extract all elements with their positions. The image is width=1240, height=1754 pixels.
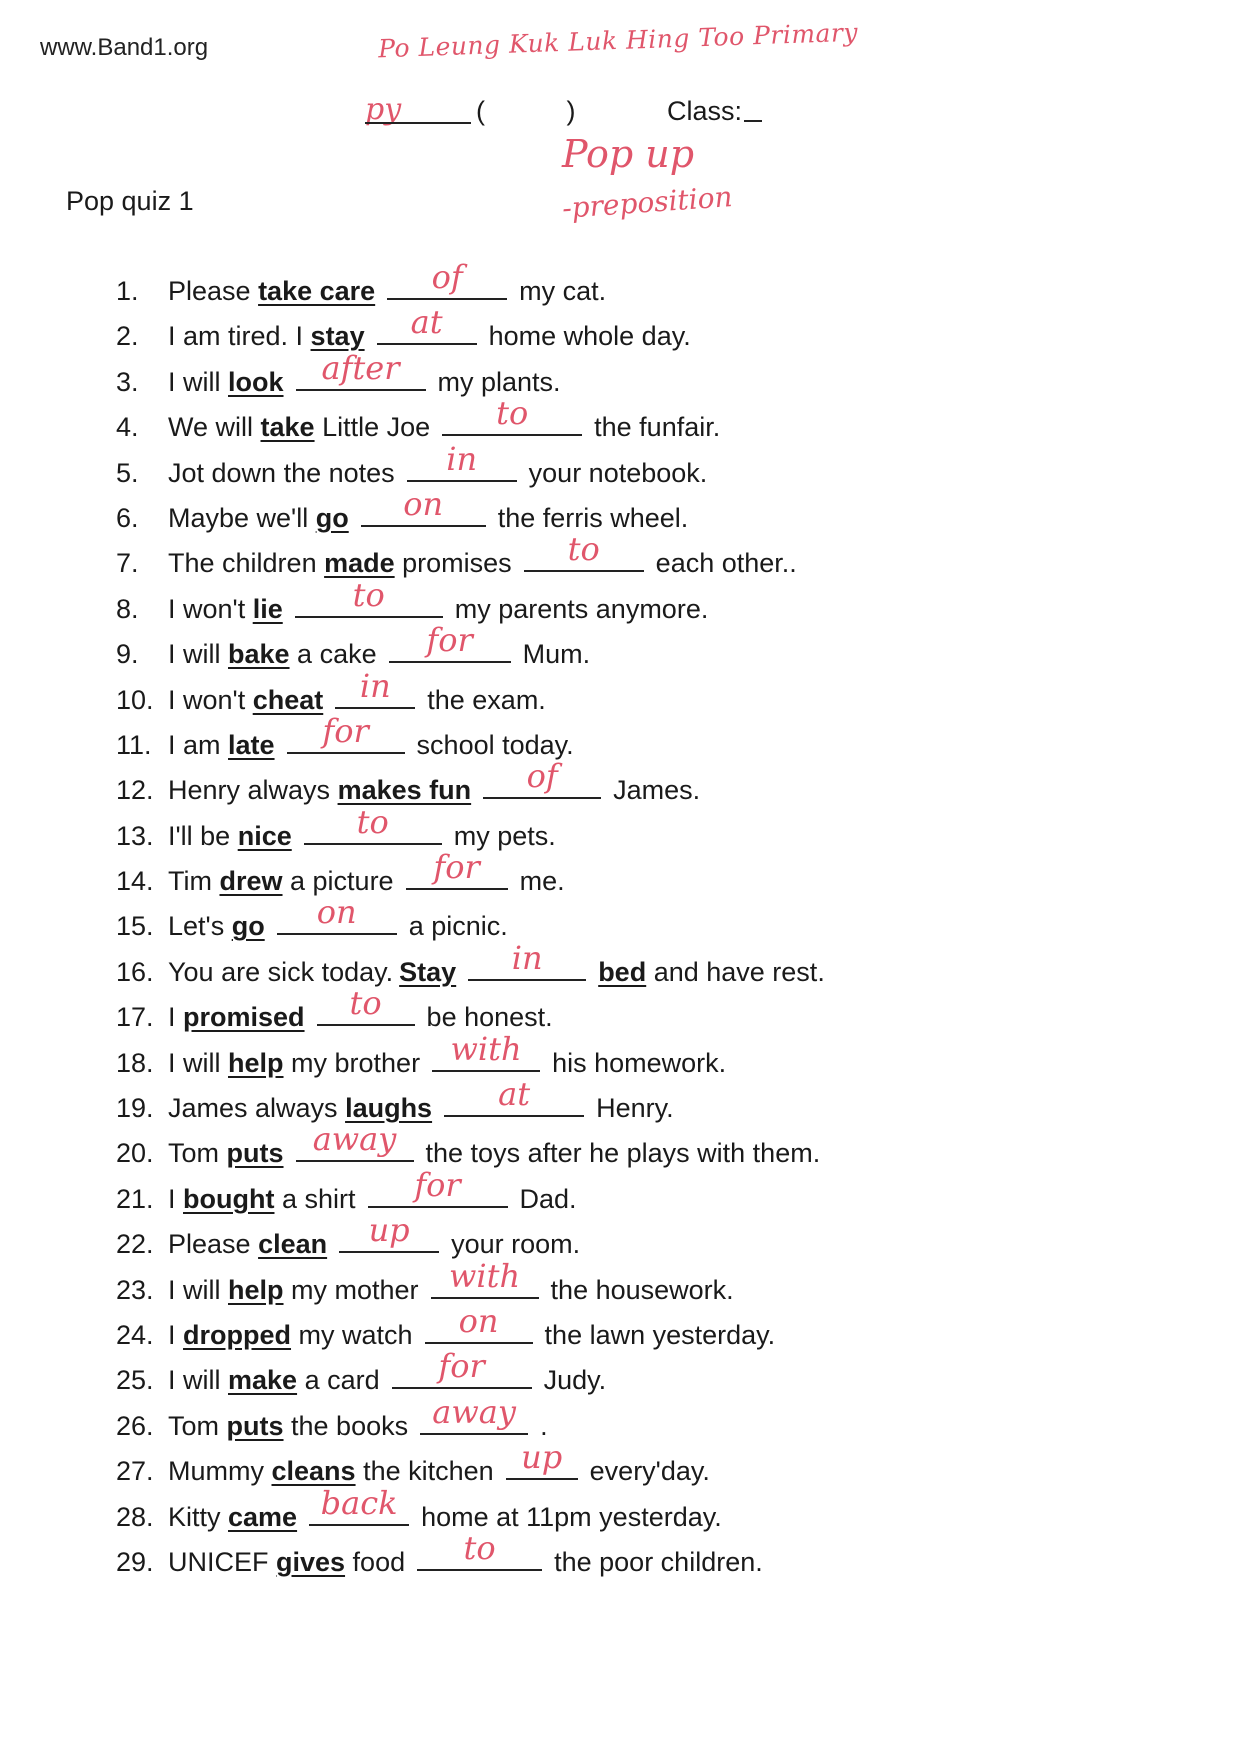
question-sentence bbox=[168, 666, 546, 716]
handwritten-answer: to bbox=[496, 394, 529, 433]
sentence-text: Mummy bbox=[168, 1456, 272, 1487]
sentence-text: Mum. bbox=[522, 639, 591, 670]
question-sentence bbox=[168, 711, 574, 761]
handwritten-answer: of bbox=[526, 757, 558, 796]
question-item bbox=[116, 848, 1116, 903]
handwritten-answer: for bbox=[414, 1165, 461, 1204]
question-sentence bbox=[168, 303, 691, 352]
answer-blank bbox=[304, 802, 442, 845]
quiz-title: Pop quiz 1 bbox=[66, 186, 194, 216]
sentence-text: Tim bbox=[168, 866, 220, 897]
sentence-text: a shirt bbox=[274, 1183, 356, 1214]
question-sentence bbox=[168, 575, 709, 625]
handwritten-answer: away bbox=[312, 1120, 397, 1159]
question-item bbox=[116, 348, 1116, 404]
handwritten-answer: with bbox=[449, 1256, 521, 1295]
sentence-text: I will bbox=[168, 366, 228, 397]
verb-phrase: gives bbox=[276, 1546, 346, 1577]
question-sentence bbox=[168, 984, 553, 1033]
sentence-text: I will bbox=[168, 639, 228, 670]
sentence-text: your room. bbox=[451, 1229, 581, 1260]
answer-blank bbox=[407, 439, 517, 482]
question-sentence bbox=[168, 1256, 734, 1306]
answer-blank bbox=[406, 848, 508, 890]
sentence-text: every'day. bbox=[589, 1456, 710, 1487]
sentence-text: You are sick today. bbox=[168, 956, 394, 987]
handwritten-answer: in bbox=[359, 666, 391, 705]
verb-phrase: look bbox=[228, 366, 284, 397]
question-item bbox=[116, 1211, 1116, 1266]
answer-blank bbox=[387, 258, 507, 300]
handwritten-answer: up bbox=[368, 1211, 410, 1250]
handwritten-answer: at bbox=[410, 303, 443, 342]
verb-phrase: lie bbox=[252, 593, 283, 624]
sentence-text: a picture bbox=[282, 866, 394, 897]
question-sentence bbox=[168, 1120, 821, 1169]
sentence-text: his homework. bbox=[552, 1047, 727, 1078]
handwritten-answer: for bbox=[438, 1347, 485, 1386]
sentence-text: Dad. bbox=[519, 1183, 577, 1214]
sentence-text: the ferris wheel. bbox=[497, 502, 689, 533]
verb-phrase: puts bbox=[226, 1410, 284, 1441]
verb-phrase: dropped bbox=[183, 1319, 292, 1350]
sentence-text: the exam. bbox=[427, 684, 546, 715]
verb-phrase: bought bbox=[183, 1183, 275, 1214]
sentence-text: food bbox=[345, 1546, 406, 1577]
sentence-text: Please bbox=[168, 276, 259, 306]
question-item bbox=[116, 938, 1116, 994]
question-number: 2. bbox=[116, 321, 139, 352]
sentence-text: Judy. bbox=[543, 1365, 607, 1396]
question-sentence bbox=[168, 258, 607, 307]
sentence-text: I bbox=[168, 1002, 184, 1033]
sentence-text: I will bbox=[168, 1274, 228, 1305]
sentence-text: Henry always bbox=[168, 775, 338, 806]
sentence-text: the kitchen bbox=[355, 1456, 494, 1487]
question-number: 18. bbox=[116, 1047, 154, 1078]
question-number: 14. bbox=[116, 866, 154, 897]
verb-phrase: go bbox=[231, 911, 265, 942]
verb-phrase: laughs bbox=[345, 1093, 433, 1124]
question-item bbox=[116, 802, 1116, 858]
question-item bbox=[116, 394, 1116, 449]
question-number: 7. bbox=[116, 548, 139, 579]
sentence-text: Maybe we'll bbox=[168, 502, 316, 533]
question-number: 20. bbox=[116, 1138, 154, 1169]
question-item bbox=[116, 1256, 1116, 1312]
sentence-text: Tom bbox=[168, 1410, 227, 1441]
question-sentence bbox=[168, 621, 591, 670]
sentence-text: me. bbox=[519, 866, 565, 897]
answer-blank bbox=[361, 484, 486, 527]
question-sentence bbox=[168, 1528, 763, 1578]
question-number: 26. bbox=[116, 1410, 154, 1441]
sentence-text: I am tired. I bbox=[168, 321, 311, 352]
question-item bbox=[116, 1165, 1116, 1221]
class-number-parentheses: ( ) bbox=[476, 96, 576, 126]
handwritten-answer: after bbox=[321, 348, 400, 387]
sentence-text: the funfair. bbox=[594, 412, 721, 443]
verb-phrase: bake bbox=[228, 639, 290, 670]
answer-blank bbox=[417, 1528, 542, 1571]
verb-phrase: nice bbox=[237, 820, 292, 851]
question-item bbox=[116, 530, 1116, 585]
sentence-text: my cat. bbox=[519, 276, 607, 306]
verb-phrase: go bbox=[315, 502, 349, 533]
answer-blank bbox=[524, 530, 644, 572]
question-sentence bbox=[168, 757, 701, 806]
question-sentence bbox=[168, 484, 689, 534]
answer-blank bbox=[309, 1483, 409, 1526]
sentence-text: the toys after he plays with them. bbox=[425, 1138, 821, 1169]
sentence-text: a card bbox=[297, 1365, 380, 1396]
answer-blank bbox=[296, 348, 426, 391]
verb-phrase: help bbox=[228, 1047, 284, 1078]
sentence-text: my brother bbox=[283, 1047, 421, 1078]
question-item bbox=[116, 1347, 1116, 1402]
question-number: 23. bbox=[116, 1274, 154, 1305]
question-number: 16. bbox=[116, 956, 154, 987]
question-number: 25. bbox=[116, 1365, 154, 1396]
verb-phrase: puts bbox=[226, 1138, 284, 1169]
question-number: 1. bbox=[116, 276, 139, 306]
name-note: py bbox=[365, 92, 402, 127]
handwritten-answer: for bbox=[426, 621, 473, 660]
handwritten-answer: of bbox=[431, 258, 463, 296]
answer-blank bbox=[483, 757, 601, 799]
question-sentence bbox=[168, 848, 565, 897]
question-item bbox=[116, 893, 1116, 948]
class-label: Class: bbox=[667, 96, 743, 126]
question-list bbox=[116, 258, 1116, 1584]
question-item bbox=[116, 1075, 1116, 1130]
handwritten-answer: in bbox=[446, 439, 478, 478]
verb-phrase: take care bbox=[258, 276, 376, 306]
handwritten-answer: at bbox=[498, 1075, 531, 1114]
answer-blank bbox=[420, 1392, 528, 1435]
class-blank-line bbox=[744, 120, 762, 122]
question-number: 10. bbox=[116, 684, 154, 715]
answer-blank bbox=[392, 1347, 532, 1389]
handwritten-answer: in bbox=[511, 938, 543, 977]
question-sentence bbox=[168, 1438, 710, 1487]
sentence-text: James always bbox=[168, 1093, 346, 1124]
verb-phrase: help bbox=[228, 1274, 284, 1305]
verb-phrase: cleans bbox=[271, 1456, 356, 1487]
verb-phrase: came bbox=[228, 1501, 298, 1532]
sentence-text: I will bbox=[168, 1365, 228, 1396]
sentence-text: my watch bbox=[291, 1319, 413, 1350]
answer-blank bbox=[295, 575, 443, 618]
side-note-pop-up: Pop up bbox=[562, 132, 695, 176]
question-number: 24. bbox=[116, 1319, 154, 1350]
handwritten-answer: to bbox=[567, 530, 600, 569]
sentence-text: UNICEF bbox=[168, 1546, 276, 1577]
verb-phrase: promised bbox=[183, 1002, 305, 1033]
verb-phrase: drew bbox=[219, 866, 283, 897]
question-sentence bbox=[168, 1075, 674, 1124]
question-item bbox=[116, 1301, 1116, 1357]
sentence-text: I'll be bbox=[168, 820, 238, 851]
handwritten-answer: for bbox=[433, 848, 480, 887]
question-item bbox=[116, 1483, 1116, 1539]
sentence-text: the lawn yesterday. bbox=[544, 1319, 776, 1350]
question-sentence bbox=[168, 1211, 581, 1260]
question-sentence bbox=[168, 893, 508, 942]
question-item bbox=[116, 1528, 1116, 1584]
sentence-text: home whole day. bbox=[488, 321, 691, 352]
sentence-text: the poor children. bbox=[554, 1546, 763, 1577]
question-item bbox=[116, 575, 1116, 631]
question-sentence bbox=[168, 1483, 722, 1533]
handwritten-answer: on bbox=[316, 893, 357, 932]
handwritten-answer: on bbox=[458, 1301, 499, 1340]
question-item bbox=[116, 757, 1116, 812]
sentence-text: be honest. bbox=[426, 1002, 553, 1033]
question-sentence bbox=[168, 1029, 727, 1079]
answer-blank bbox=[468, 938, 586, 981]
question-sentence bbox=[168, 938, 825, 988]
handwritten-answer: back bbox=[320, 1483, 398, 1522]
sentence-text: home at 11pm yesterday. bbox=[421, 1501, 722, 1532]
handwritten-answer: to bbox=[463, 1528, 496, 1567]
sentence-text: Little Joe bbox=[314, 412, 431, 443]
sentence-text: I bbox=[168, 1319, 184, 1350]
verb-phrase: take bbox=[260, 412, 315, 443]
question-item bbox=[116, 303, 1116, 358]
question-number: 21. bbox=[116, 1183, 154, 1214]
verb-phrase: late bbox=[228, 729, 275, 760]
sentence-text: my mother bbox=[283, 1274, 419, 1305]
verb-phrase: makes fun bbox=[337, 775, 472, 806]
sentence-text: I am bbox=[168, 729, 229, 760]
question-sentence bbox=[168, 1392, 548, 1442]
question-number: 29. bbox=[116, 1546, 154, 1577]
question-sentence bbox=[168, 802, 556, 852]
handwritten-answer: away bbox=[432, 1392, 516, 1431]
answer-blank bbox=[317, 984, 415, 1026]
verb-phrase: clean bbox=[258, 1229, 328, 1260]
question-number: 4. bbox=[116, 412, 139, 443]
question-number: 27. bbox=[116, 1456, 154, 1487]
question-number: 28. bbox=[116, 1501, 154, 1532]
question-item bbox=[116, 1029, 1116, 1085]
sentence-text: Kitty bbox=[168, 1501, 229, 1532]
sentence-text: my plants. bbox=[437, 366, 561, 397]
question-sentence bbox=[168, 530, 797, 579]
question-item bbox=[116, 1392, 1116, 1448]
answer-blank bbox=[339, 1211, 439, 1253]
question-number: 9. bbox=[116, 639, 139, 670]
sentence-text: school today. bbox=[416, 729, 574, 760]
question-item bbox=[116, 439, 1116, 495]
question-item bbox=[116, 666, 1116, 722]
answer-blank bbox=[377, 303, 477, 345]
question-number: 8. bbox=[116, 593, 139, 624]
sentence-text: Henry. bbox=[596, 1093, 674, 1124]
question-number: 5. bbox=[116, 457, 139, 488]
question-sentence bbox=[168, 1347, 607, 1396]
question-item bbox=[116, 984, 1116, 1039]
answer-blank bbox=[368, 1165, 508, 1208]
question-sentence bbox=[168, 1165, 577, 1215]
answer-blank bbox=[425, 1301, 533, 1344]
sentence-text: I will bbox=[168, 1047, 228, 1078]
handwritten-answer: up bbox=[521, 1438, 563, 1477]
sentence-text: Jot down the notes bbox=[168, 457, 395, 488]
handwritten-answer: to bbox=[349, 984, 382, 1023]
sentence-text: a picnic. bbox=[408, 911, 508, 942]
sentence-text: James. bbox=[613, 775, 701, 806]
verb-phrase: bed bbox=[598, 956, 647, 987]
sentence-text: each other.. bbox=[655, 548, 797, 579]
question-item bbox=[116, 711, 1116, 767]
question-sentence bbox=[168, 1301, 776, 1351]
sentence-text: Let's bbox=[168, 911, 232, 942]
answer-blank bbox=[431, 1256, 539, 1299]
verb-phrase: cheat bbox=[252, 684, 324, 715]
question-number: 15. bbox=[116, 911, 154, 942]
site-url: www.Band1.org bbox=[40, 34, 209, 61]
handwritten-answer: to bbox=[352, 575, 385, 614]
question-sentence bbox=[168, 348, 561, 398]
sentence-text: and have rest. bbox=[646, 956, 825, 987]
question-number: 3. bbox=[116, 366, 139, 397]
question-number: 13. bbox=[116, 820, 154, 851]
question-item bbox=[116, 1438, 1116, 1493]
name-blank-line bbox=[365, 122, 471, 124]
sentence-text: . bbox=[540, 1410, 548, 1441]
school-name-note: Po Leung Kuk Luk Hing Too Primary bbox=[377, 17, 859, 64]
question-number: 19. bbox=[116, 1093, 154, 1124]
answer-blank bbox=[277, 893, 397, 935]
question-number: 22. bbox=[116, 1229, 154, 1260]
question-number: 17. bbox=[116, 1002, 154, 1033]
answer-blank bbox=[287, 711, 405, 754]
question-item bbox=[116, 1120, 1116, 1175]
question-number: 11. bbox=[116, 729, 152, 760]
answer-blank bbox=[444, 1075, 584, 1117]
answer-blank bbox=[506, 1438, 578, 1480]
question-sentence bbox=[168, 394, 721, 443]
sentence-text: my parents anymore. bbox=[454, 593, 709, 624]
sentence-text: The children bbox=[168, 548, 325, 579]
handwritten-answer: on bbox=[403, 484, 444, 523]
question-item bbox=[116, 621, 1116, 676]
handwritten-answer: to bbox=[356, 802, 389, 841]
question-item bbox=[116, 258, 1116, 313]
sentence-text: Please bbox=[168, 1229, 259, 1260]
sentence-text: I bbox=[168, 1183, 184, 1214]
handwritten-answer: with bbox=[450, 1029, 522, 1068]
sentence-text: your notebook. bbox=[528, 457, 708, 488]
answer-blank bbox=[296, 1120, 414, 1162]
sentence-text: my pets. bbox=[453, 820, 556, 851]
question-sentence bbox=[168, 439, 708, 489]
sentence-text: the books bbox=[283, 1410, 409, 1441]
verb-phrase: stay bbox=[310, 321, 365, 352]
handwritten-answer: for bbox=[322, 711, 369, 750]
answer-blank bbox=[335, 666, 415, 709]
verb-phrase: Stay bbox=[399, 956, 457, 987]
sentence-text: I won't bbox=[168, 684, 253, 715]
answer-blank bbox=[432, 1029, 540, 1072]
sentence-text: I won't bbox=[168, 593, 253, 624]
verb-phrase: made bbox=[324, 548, 395, 579]
sentence-text: We will bbox=[168, 412, 261, 443]
sentence-text: the housework. bbox=[550, 1274, 734, 1305]
answer-blank bbox=[389, 621, 511, 663]
verb-phrase: make bbox=[228, 1365, 298, 1396]
sentence-text: promises bbox=[394, 548, 512, 579]
question-number: 12. bbox=[116, 775, 154, 806]
side-note-preposition: -preposition bbox=[561, 180, 734, 225]
question-number: 6. bbox=[116, 502, 139, 533]
sentence-text: a cake bbox=[289, 639, 377, 670]
answer-blank bbox=[442, 394, 582, 436]
sentence-text: Tom bbox=[168, 1138, 227, 1169]
